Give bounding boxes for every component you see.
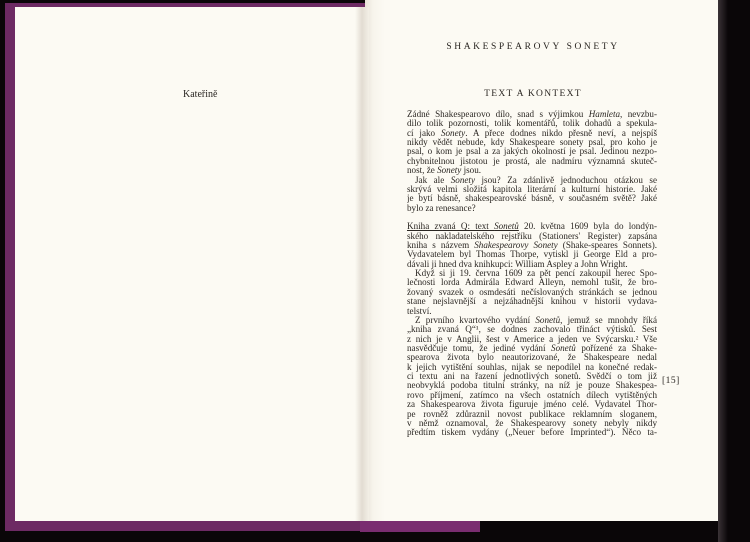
text-line [407, 410, 657, 419]
text-line [407, 400, 657, 409]
text-line [407, 222, 657, 231]
italic-text: Sonetů [551, 343, 576, 353]
subheading-text: Sonetů [494, 222, 519, 232]
text-line [407, 157, 657, 166]
text-segment: v němž oznamoval, že Shakespearovy sonety nebyly nikdy [407, 418, 657, 428]
text-line [407, 316, 657, 325]
text-segment: neobvyklá podoba titulní stránky, na níž je pouze Shakespea- [407, 381, 657, 391]
italic-text: Sonetů [535, 315, 561, 325]
text-segment: . A přece dodnes nikdo přesně neví, a nejspíš [465, 128, 657, 138]
text-line [407, 241, 657, 250]
running-head: SHAKESPEAROVY SONETY [446, 42, 620, 52]
text-segment: , jemuž se mnohdy říká [560, 315, 657, 325]
text-segment: dilo tolik pozornosti, tolik komentářů, tolik dohadů a spekula- [407, 119, 657, 129]
text-line [407, 185, 657, 194]
text-line [407, 232, 657, 241]
text-segment: nasvědčuje tomu, že jediné vydání [407, 343, 552, 353]
text-line [407, 372, 657, 381]
text-segment: „kniha zvaná Q“¹, se dodnes zachovalo třináct výtisků. Šest [407, 325, 657, 335]
italic-text: Sonety [450, 175, 475, 185]
text-segment: dávali ji hned dva knihkupci: William Aspley a John Wright. [407, 259, 628, 269]
text-segment: nost, že [407, 166, 438, 176]
text-line [407, 344, 657, 353]
text-line [407, 194, 657, 203]
text-line [407, 335, 657, 344]
text-line [407, 307, 657, 316]
text-segment: telství. [407, 306, 432, 316]
text-segment: skrývá velmi složitá kapitola literární a kulturní historie. Jaké [407, 184, 657, 194]
text-segment: z nich je v Anglii, šest v Americe a jeden ve Švýcarsku.² Vše [407, 334, 657, 344]
text-segment: je bytí básně, shakespearovské básně, v současném světě? Jaké [407, 194, 657, 204]
text-line [407, 204, 657, 213]
text-segment: stane nejslavnější a nejzáhadnější knihou v historii vydava- [407, 297, 657, 307]
text-segment: chybnitelnou jistotou je prostá, ale nadmíru významná skuteč- [407, 156, 657, 166]
text-line [407, 166, 657, 175]
text-line [407, 353, 657, 362]
text-segment: jsou. [461, 166, 482, 176]
text-line [407, 250, 657, 259]
text-line [407, 119, 657, 128]
text-segment: Vydavatelem byl Thomas Thorpe, vytiskl ji George Eld a pro- [407, 250, 657, 260]
text-segment: k jejich vytištění souhlas, nijak se nepodílel na konečné redak- [407, 362, 657, 372]
text-segment: žovaný svazek o osmdesáti nečíslovaných stránkách se jednou [407, 287, 657, 297]
text-segment: (Shake-speares Sonnets). [557, 241, 657, 251]
text-line [407, 428, 657, 437]
text-segment: cí jako [407, 128, 441, 138]
text-line [407, 176, 657, 185]
text-line [407, 381, 657, 390]
text-line [407, 269, 657, 278]
text-line [407, 110, 657, 119]
text-line [407, 391, 657, 400]
text-segment: Z prvního kvartového vydání [415, 315, 536, 325]
page-number: [15] [662, 376, 680, 386]
text-line [407, 213, 657, 222]
text-segment: psal, o kom je psal a za jakých okolností je psal. Jedinou nezpo- [407, 147, 657, 157]
dedication: Kateřině [183, 89, 218, 100]
text-line [407, 278, 657, 287]
subheading-text: Kniha zvaná Q: text [407, 222, 495, 232]
text-line [407, 147, 657, 156]
text-line [407, 325, 657, 334]
text-segment: Jak ale [415, 175, 451, 185]
text-segment: ci textu ani na řazení jednotlivých sonetů. Svědčí o tom již [407, 372, 657, 382]
text-segment: pořízené za Shake- [575, 343, 657, 353]
text-segment: pe rovněž zdůraznil novost publikace reklamním sloganem, [407, 409, 657, 419]
text-segment: bylo za renesance? [407, 203, 476, 213]
italic-text: Hamleta [588, 110, 621, 119]
text-segment: Když si ji 19. června 1609 za pět pencí zakoupil herec Spo- [415, 269, 657, 279]
text-line [407, 138, 657, 147]
page-edge-shadow [718, 0, 750, 542]
text-line [407, 363, 657, 372]
text-segment: , nevzbu- [620, 110, 657, 119]
book-gutter [355, 7, 369, 521]
text-line [407, 260, 657, 269]
text-line [407, 419, 657, 428]
text-segment: Žádné Shakespearovo dílo, snad s výjimkou [407, 110, 589, 119]
text-segment: lečnosti lorda Admirála Edward Alleyn, nemohl tušit, že bro- [407, 278, 657, 288]
text-segment: ského nakladatelského rejstříku (Stationers' Register) zapsána [407, 231, 657, 241]
text-segment: rovo příjmení, zatímco na všech ostatních dílech vytištěných [407, 390, 657, 400]
text-segment: jsou? Za zdánlivě jednoduchou otázkou se [475, 175, 657, 185]
text-segment: spearova života bylo neautorizované, že Shakespeare nedal [407, 353, 657, 363]
body-text [407, 110, 657, 438]
italic-text: Sonety [440, 128, 466, 138]
italic-text: Sonety [437, 166, 462, 176]
left-page [15, 7, 365, 521]
text-line [407, 129, 657, 138]
section-title: TEXT A KONTEXT [484, 89, 582, 99]
text-line [407, 297, 657, 306]
text-segment: předtím tiskem vydány („Neuer before Imprinted“). Něco ta- [407, 428, 657, 438]
text-segment: nikdy vědět nebude, kdy Shakespeare sonety psal, pro koho je [407, 138, 657, 148]
text-segment: za Shakespearova života figuruje jméno celé. Vydavatel Thor- [407, 400, 657, 410]
text-segment: kniha s názvem [407, 241, 475, 251]
text-line [407, 288, 657, 297]
text-segment: 20. května 1609 byla do londýn- [518, 222, 657, 232]
italic-text: Shakespearovy Sonety [474, 241, 558, 251]
